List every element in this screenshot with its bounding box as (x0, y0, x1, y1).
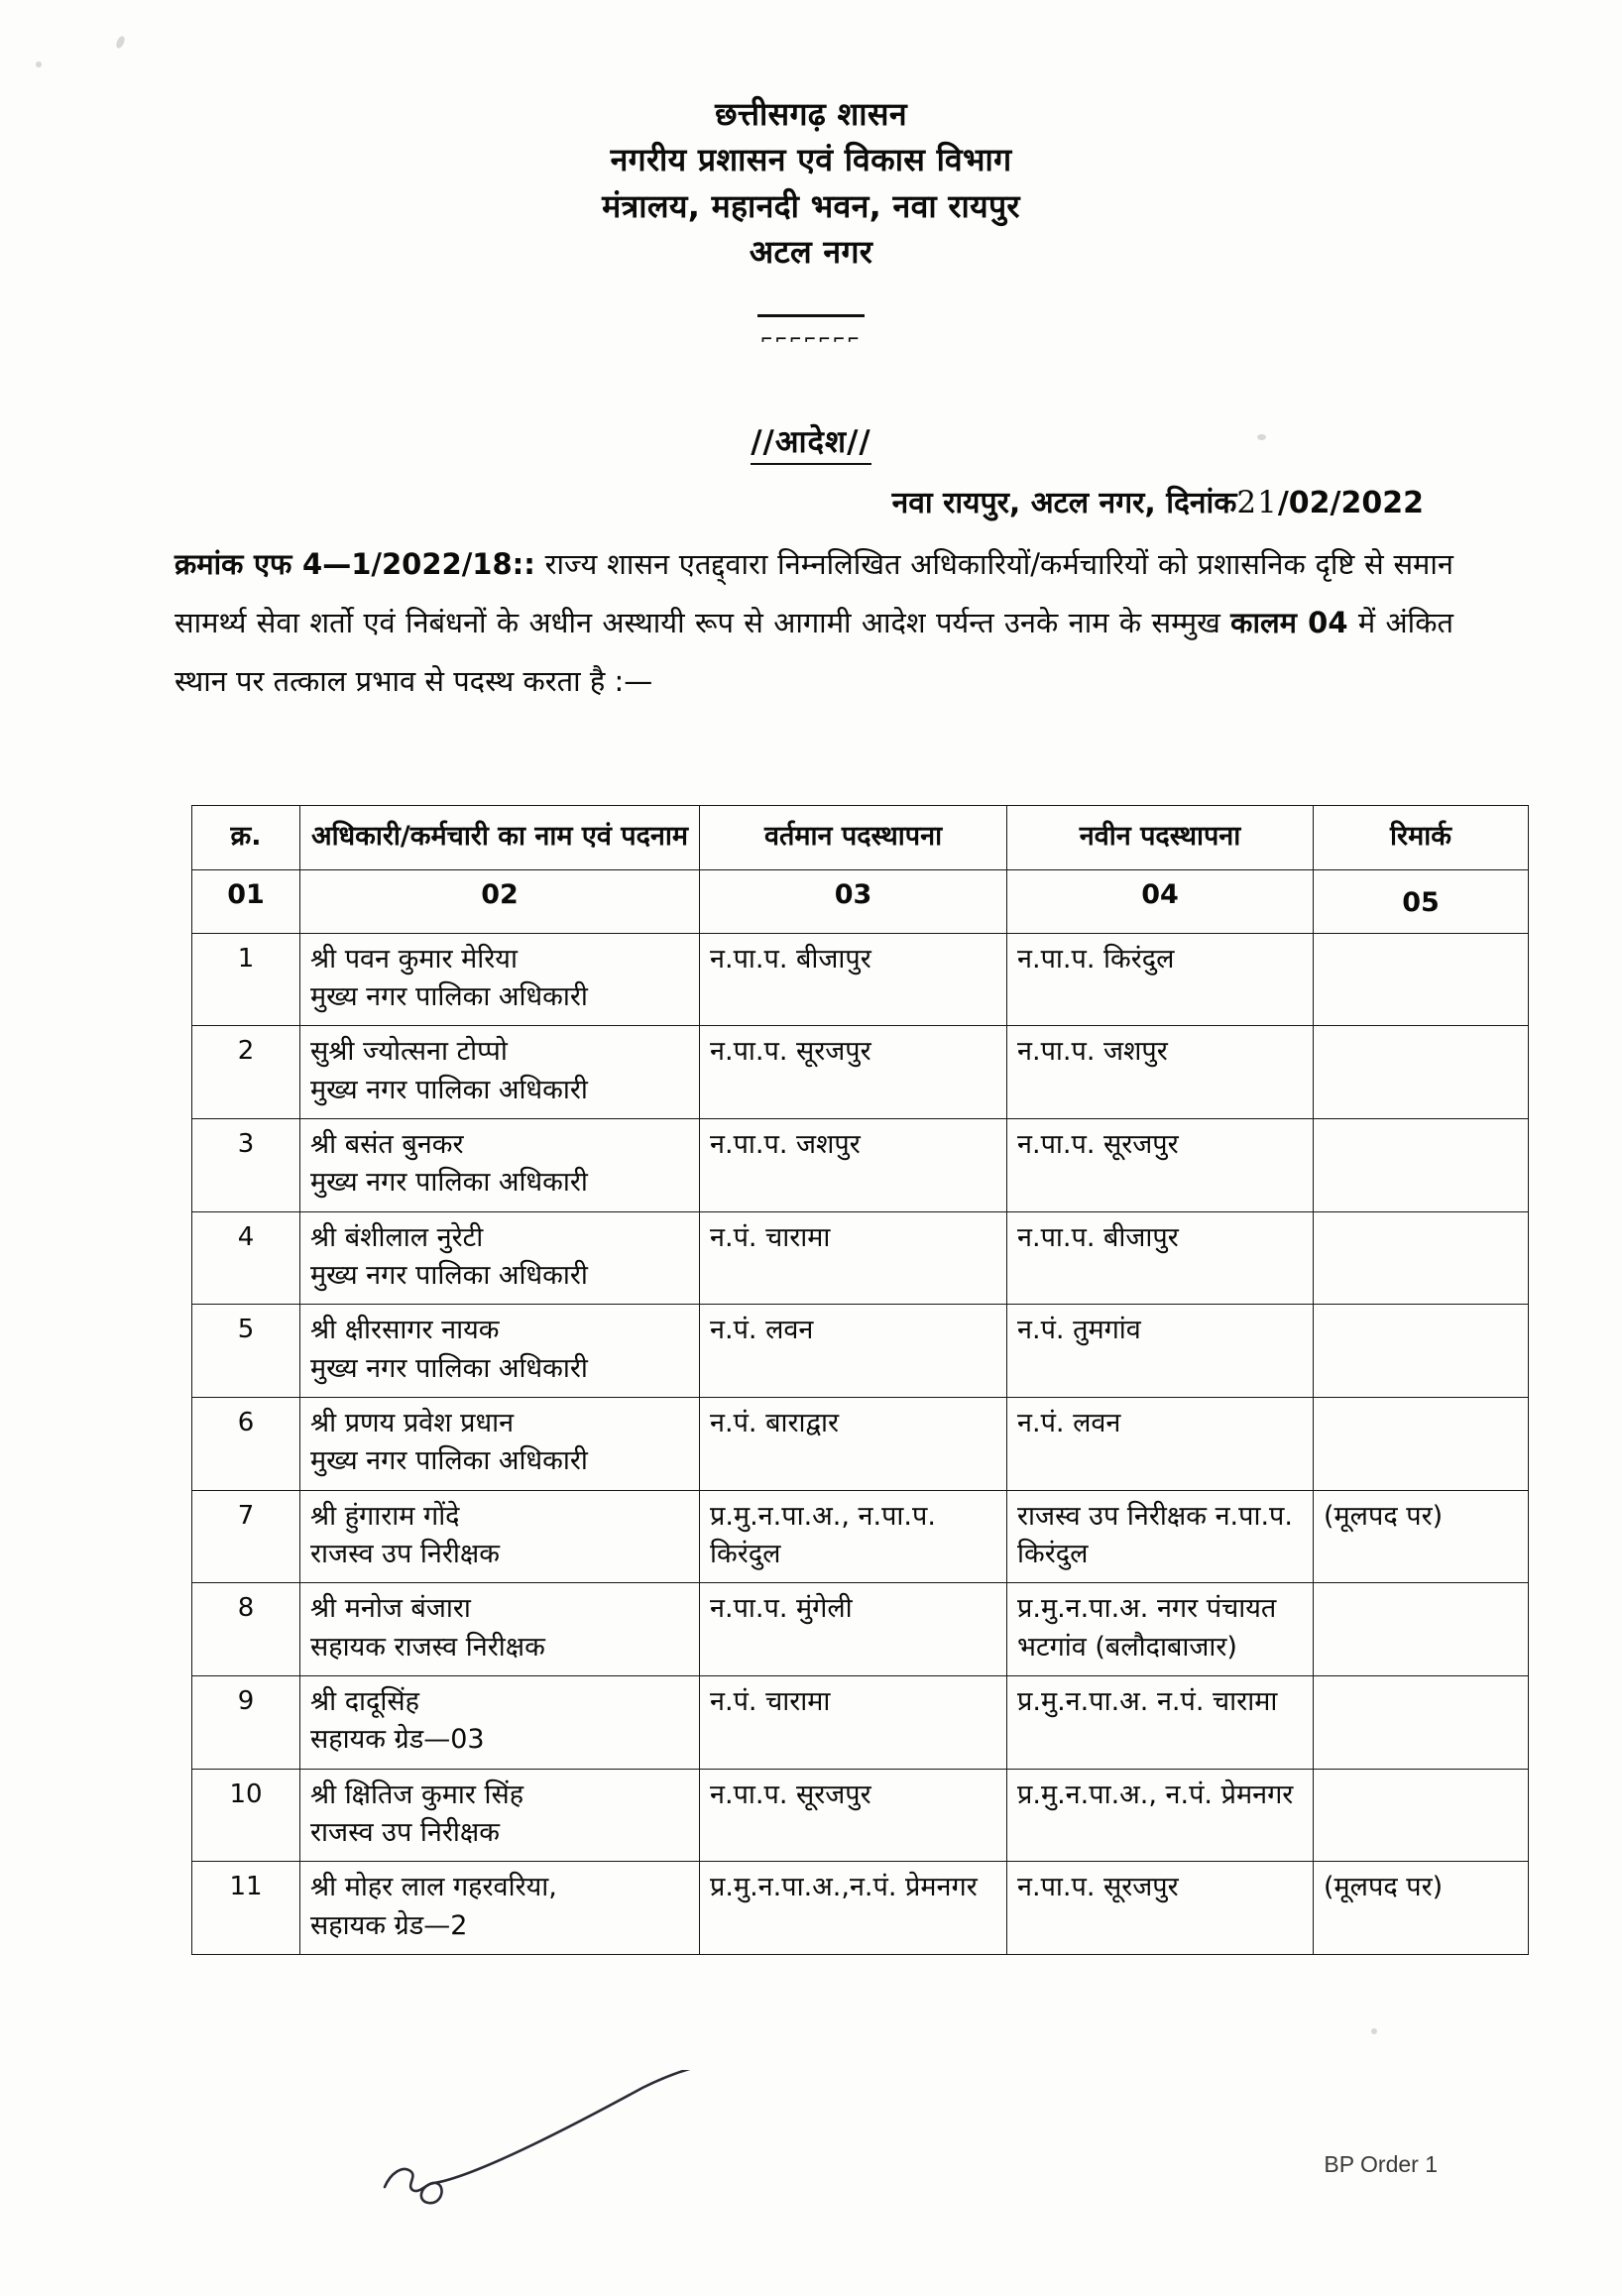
cell-remark (1314, 1769, 1529, 1862)
officer-name-text: श्री मनोज बंजारा (310, 1593, 471, 1625)
cell-current-posting: न.पा.प. मुंगेली (700, 1583, 1007, 1676)
officer-name-text: श्री मोहर लाल गहरवरिया, (310, 1872, 557, 1903)
cell-serial-number: 5 (192, 1305, 300, 1398)
cell-new-posting: न.पा.प. बीजापुर (1007, 1211, 1314, 1305)
officer-designation-text: सहायक राजस्व निरीक्षक (310, 1631, 545, 1663)
cell-remark (1314, 1118, 1529, 1211)
cell-new-posting: प्र.मु.न.पा.अ. न.पं. चारामा (1007, 1675, 1314, 1769)
cell-officer-name (300, 1769, 700, 1862)
cell-new-posting: प्र.मु.न.पा.अ. नगर पंचायत भटगांव (बलौदाबाजार) (1007, 1583, 1314, 1676)
cell-remark (1314, 1211, 1529, 1305)
table-row (192, 1211, 1529, 1305)
divider-dashes: ⌐⌐⌐⌐⌐⌐⌐ (760, 329, 862, 348)
cell-new-posting: प्र.मु.न.पा.अ., न.पं. प्रेमनगर (1007, 1769, 1314, 1862)
cell-new-posting: न.पं. लवन (1007, 1397, 1314, 1490)
header-name: अधिकारी/कर्मचारी का नाम एवं पदनाम (300, 806, 700, 870)
handwritten-signature (377, 2070, 714, 2258)
officer-designation-text: सहायक ग्रेड—2 (310, 1909, 468, 1941)
cell-serial-number: 7 (192, 1490, 300, 1583)
officer-designation-text: मुख्य नगर पालिका अधिकारी (310, 980, 588, 1012)
officer-name-text: श्री हुंगाराम गोंदे (310, 1500, 460, 1532)
cell-current-posting: न.पा.प. सूरजपुर (700, 1026, 1007, 1119)
cell-officer-name (300, 1862, 700, 1955)
cell-new-posting: न.पा.प. किरंदुल (1007, 933, 1314, 1026)
table-row (192, 933, 1529, 1026)
cell-officer-name (300, 1305, 700, 1398)
table-row (192, 1305, 1529, 1398)
letterhead-divider (0, 284, 1622, 347)
cell-remark (1314, 1305, 1529, 1398)
cell-serial-number: 6 (192, 1397, 300, 1490)
cell-current-posting: न.पा.प. बीजापुर (700, 933, 1007, 1026)
officer-name-text: श्री बंशीलाल नुरेटी (310, 1221, 484, 1253)
cell-current-posting: न.पं. बाराद्वार (700, 1397, 1007, 1490)
letterhead-line-city: अटल नगर (749, 233, 873, 272)
officer-name-text: श्री दादूसिंह (310, 1685, 419, 1717)
cell-new-posting: न.पा.प. सूरजपुर (1007, 1862, 1314, 1955)
colnum-name: 02 (300, 870, 700, 933)
cell-officer-name (300, 1397, 700, 1490)
cell-current-posting: प्र.मु.न.पा.अ.,न.पं. प्रेमनगर (700, 1862, 1007, 1955)
scan-speck (36, 61, 42, 67)
order-heading-text: //आदेश// (751, 424, 871, 465)
order-number: क्रमांक एफ 4—1/2022/18:: (174, 547, 535, 581)
cell-new-posting: राजस्व उप निरीक्षक न.पा.प. किरंदुल (1007, 1490, 1314, 1583)
cell-serial-number: 10 (192, 1769, 300, 1862)
cell-serial-number: 9 (192, 1675, 300, 1769)
officer-designation-text: राजस्व उप निरीक्षक (310, 1538, 500, 1569)
body-emphasis-column: कालम 04 (1230, 606, 1348, 639)
officer-designation-text: मुख्य नगर पालिका अधिकारी (310, 1259, 588, 1291)
place-date-rest: /02/2022 (1277, 486, 1424, 520)
colnum-new: 04 (1007, 870, 1314, 933)
place-date-prefix: नवा रायपुर, अटल नगर, दिनांक (891, 486, 1237, 520)
cell-officer-name (300, 1118, 700, 1211)
table-row (192, 1026, 1529, 1119)
body-text-part2: में अंकित स्थान पर तत्काल प्रभाव से पदस्थ करता है :— (174, 606, 1453, 698)
header-sno: क्र. (192, 806, 300, 870)
table-column-number-row (192, 870, 1529, 933)
cell-remark (1314, 1397, 1529, 1490)
colnum-remark: 05 (1314, 870, 1529, 933)
body-text-part1: राज्य शासन एतद्द्वारा निम्नलिखित अधिकारियों/कर्मचारियों को प्रशासनिक दृष्टि से समान सामर्थ्य सेवा शर्तो एवं निबंधनों के अधीन अस्थायी रूप से आगामी आदेश पर्यन्त उनके नाम के सम्मुख (174, 547, 1453, 639)
cell-new-posting: न.पा.प. सूरजपुर (1007, 1118, 1314, 1211)
officer-designation-text: मुख्य नगर पालिका अधिकारी (310, 1445, 588, 1477)
table-row (192, 1118, 1529, 1211)
cell-serial-number: 1 (192, 933, 300, 1026)
cell-remark (1314, 1026, 1529, 1119)
cell-remark (1314, 933, 1529, 1026)
cell-officer-name (300, 933, 700, 1026)
cell-serial-number: 4 (192, 1211, 300, 1305)
cell-current-posting: प्र.मु.न.पा.अ., न.पा.प. किरंदुल (700, 1490, 1007, 1583)
colnum-sno: 01 (192, 870, 300, 933)
table-row (192, 1675, 1529, 1769)
handwritten-day: 21 (1236, 485, 1278, 520)
cell-serial-number: 11 (192, 1862, 300, 1955)
officer-name-text: श्री क्षितिज कुमार सिंह (310, 1779, 524, 1810)
table-row (192, 1583, 1529, 1676)
cell-remark: (मूलपद पर) (1314, 1862, 1529, 1955)
header-new: नवीन पदस्थापना (1007, 806, 1314, 870)
scan-speck (1371, 2028, 1377, 2034)
officer-designation-text: राजस्व उप निरीक्षक (310, 1816, 500, 1848)
cell-remark (1314, 1583, 1529, 1676)
cell-officer-name (300, 1211, 700, 1305)
officer-name-text: श्री पवन कुमार मेरिया (310, 943, 518, 975)
divider-bar (757, 314, 865, 317)
cell-current-posting: न.पं. लवन (700, 1305, 1007, 1398)
letterhead-line-department: नगरीय प्रशासन एवं विकास विभाग (610, 141, 1012, 179)
cell-officer-name (300, 1583, 700, 1676)
cell-current-posting: न.पं. चारामा (700, 1675, 1007, 1769)
transfer-table (191, 805, 1529, 1955)
cell-current-posting: न.पं. चारामा (700, 1211, 1007, 1305)
order-heading (0, 420, 1622, 462)
colnum-current: 03 (700, 870, 1007, 933)
officer-designation-text: सहायक ग्रेड—03 (310, 1724, 485, 1756)
officer-designation-text: मुख्य नगर पालिका अधिकारी (310, 1352, 588, 1384)
officer-name-text: श्री प्रणय प्रवेश प्रधान (310, 1407, 515, 1438)
cell-officer-name (300, 1026, 700, 1119)
table-header-row (192, 806, 1529, 870)
cell-remark (1314, 1675, 1529, 1769)
cell-serial-number: 2 (192, 1026, 300, 1119)
place-and-date (892, 481, 1424, 521)
letterhead-line-address: मंत्रालय, महानदी भवन, नवा रायपुर (602, 186, 1020, 225)
cell-remark: (मूलपद पर) (1314, 1490, 1529, 1583)
officer-designation-text: मुख्य नगर पालिका अधिकारी (310, 1167, 588, 1199)
header-current: वर्तमान पदस्थापना (700, 806, 1007, 870)
cell-serial-number: 8 (192, 1583, 300, 1676)
cell-officer-name (300, 1490, 700, 1583)
order-body-paragraph (174, 535, 1453, 711)
cell-new-posting: न.पं. तुमगांव (1007, 1305, 1314, 1398)
cell-current-posting: न.पा.प. सूरजपुर (700, 1769, 1007, 1862)
cell-current-posting: न.पा.प. जशपुर (700, 1118, 1007, 1211)
officer-name-text: श्री बसंत बुनकर (310, 1128, 464, 1160)
cell-officer-name (300, 1675, 700, 1769)
officer-designation-text: मुख्य नगर पालिका अधिकारी (310, 1074, 588, 1105)
scan-speck (115, 35, 127, 50)
table-row (192, 1490, 1529, 1583)
table-row (192, 1769, 1529, 1862)
letterhead-line-government: छत्तीसगढ़ शासन (715, 95, 907, 133)
cell-serial-number: 3 (192, 1118, 300, 1211)
officer-name-text: श्री क्षीरसागर नायक (310, 1315, 500, 1346)
letterhead (0, 91, 1622, 347)
footer-label: BP Order 1 (1324, 2151, 1438, 2177)
header-remark: रिमार्क (1314, 806, 1529, 870)
officer-name-text: सुश्री ज्योत्सना टोप्पो (310, 1036, 508, 1068)
table-row (192, 1397, 1529, 1490)
table-row (192, 1862, 1529, 1955)
cell-new-posting: न.पा.प. जशपुर (1007, 1026, 1314, 1119)
